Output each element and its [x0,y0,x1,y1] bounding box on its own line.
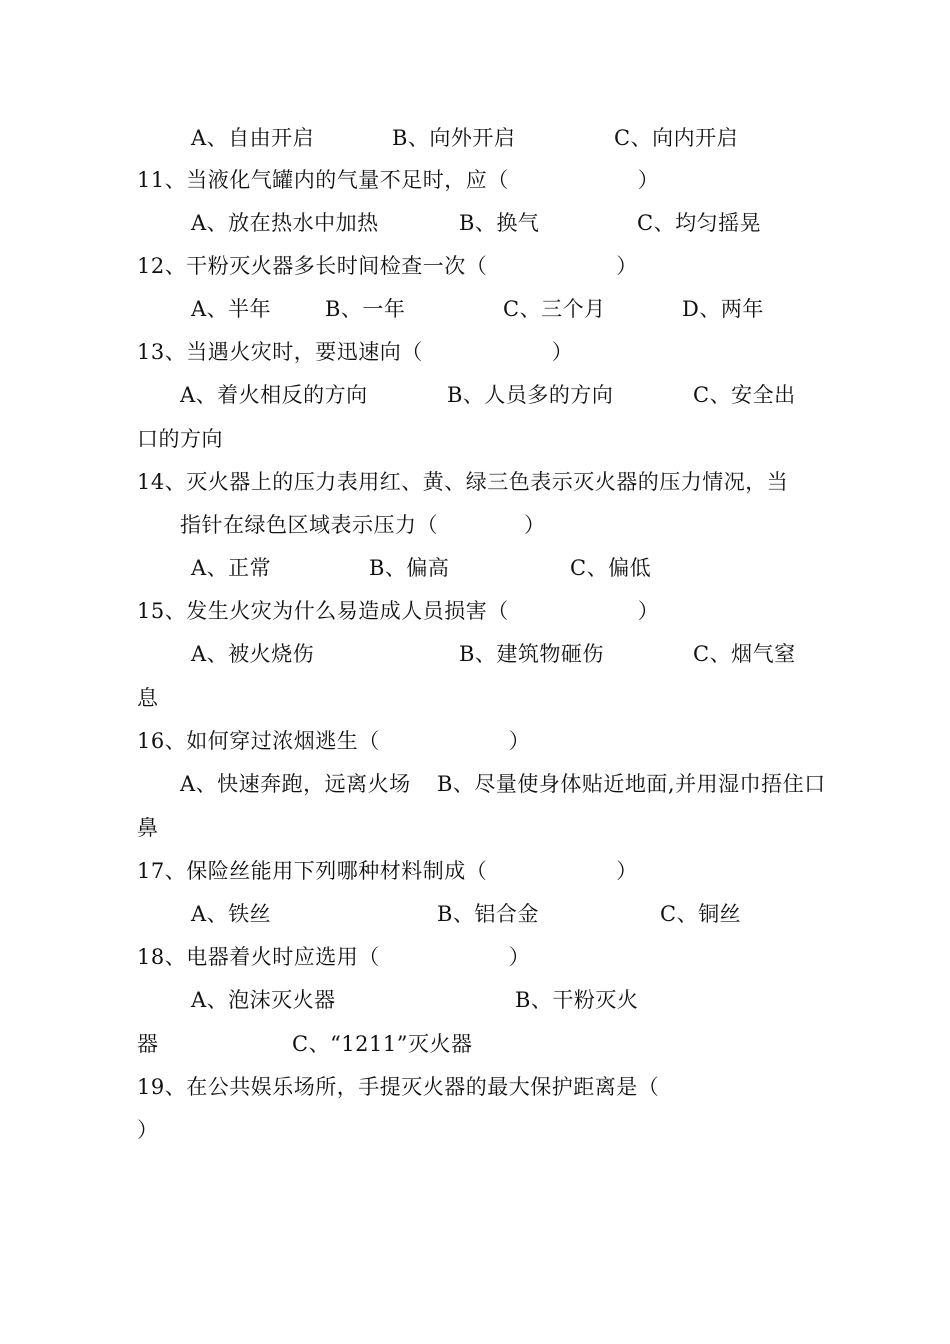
q12-option-d: D、两年 [682,297,764,321]
q19-question-continued: ） [137,1118,159,1142]
q18-question: 18、电器着火时应选用（ ） [137,945,531,969]
q13-option-c-continued: 口的方向 [137,427,223,451]
q14-option-a: A、正常 [191,556,272,580]
q13-question: 13、当遇火灾时，要迅速向（ ） [137,340,574,364]
q14-question-continued: 指针在绿色区域表示压力（ ） [180,513,546,537]
q14-option-c: C、偏低 [570,556,652,580]
q12-option-a: A、半年 [191,297,272,321]
q17-question: 17、保险丝能用下列哪种材料制成（ ） [137,859,638,883]
q12-option-c: C、三个月 [503,297,606,321]
q10-option-c: C、向内开启 [614,126,739,150]
q13-option-a: A、着火相反的方向 [180,383,368,407]
q17-option-a: A、铁丝 [191,902,272,926]
q14-question: 14、灭火器上的压力表用红、黄、绿三色表示灭火器的压力情况，当 [137,470,789,494]
q18-option-a: A、泡沫灭火器 [191,988,336,1012]
q19-question: 19、在公共娱乐场所，手提灭火器的最大保护距离是（ [137,1075,660,1099]
q18-option-b-continued: 器 [137,1032,159,1056]
q18-option-b: B、干粉灭火 [515,988,639,1012]
q16-option-b-continued: 鼻 [137,816,159,840]
q12-option-b: B、一年 [325,297,406,321]
q18-option-c: C、“1211”灭火器 [292,1032,473,1056]
q13-option-b: B、人员多的方向 [447,383,614,407]
q15-question: 15、发生火灾为什么易造成人员损害（ ） [137,599,660,623]
q17-option-b: B、铝合金 [437,902,539,926]
q15-option-c: C、烟气窒 [693,642,796,666]
q11-question: 11、当液化气罐内的气量不足时，应（ ） [137,168,660,192]
q13-option-c: C、安全出 [693,383,796,407]
q16-option-b: B、尽量使身体贴近地面,并用湿巾捂住口 [437,772,826,796]
q14-option-b: B、偏高 [369,556,450,580]
q10-option-b: B、向外开启 [392,126,516,150]
q11-option-c: C、均匀摇晃 [637,211,762,235]
q15-option-a: A、被火烧伤 [191,642,315,666]
q11-option-b: B、换气 [459,211,540,235]
q17-option-c: C、铜丝 [660,902,742,926]
q10-option-a: A、自由开启 [191,126,315,150]
q15-option-b: B、建筑物砸伤 [459,642,604,666]
q16-option-a: A、快速奔跑，远离火场 [180,772,411,796]
q12-question: 12、干粉灭火器多长时间检查一次（ ） [137,254,638,278]
q11-option-a: A、放在热水中加热 [191,211,379,235]
q15-option-c-continued: 息 [137,686,159,710]
q16-question: 16、如何穿过浓烟逃生（ ） [137,729,531,753]
